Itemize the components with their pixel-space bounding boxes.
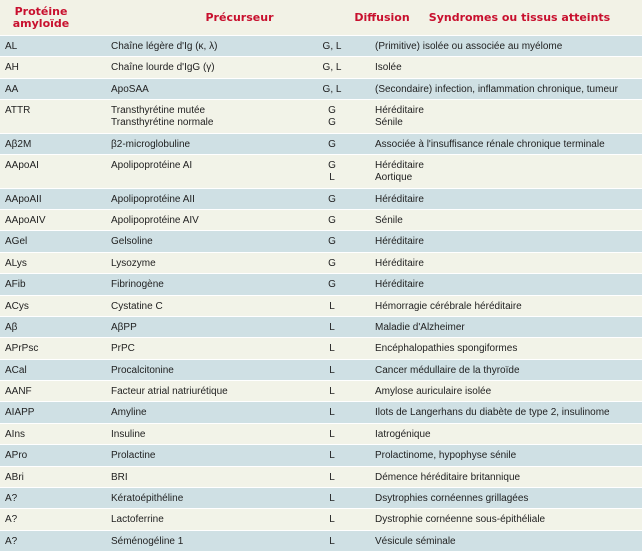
table-row [0,380,642,401]
cell-syndromes [367,322,642,334]
cell-precursor-line: AβPP [111,321,137,333]
cell-precursor-line: Gelsoline [111,236,153,248]
cell-protein: AFib [5,279,26,291]
cell-diffusion-line: G [328,160,336,172]
cell-syndromes [367,236,642,248]
cell-precursor [82,301,297,313]
cell-syndromes [367,84,642,96]
cell-diffusion-line: G, L [322,41,342,52]
cell-protein: ATTR [5,105,31,117]
cell-syndromes [367,279,642,291]
cell-syndromes-line: Associée à l'insuffisance rénale chronique terminale [375,138,605,150]
cell-syndromes [367,536,642,548]
cell-syndromes-line: Héréditaire [375,193,424,205]
cell-precursor [82,514,297,526]
cell-diffusion-line: L [329,450,335,462]
cell-protein: ALys [5,257,27,269]
cell-syndromes-line: Maladie d'Alzheimer [375,321,465,333]
cell-protein: Aβ2M [5,138,32,150]
cell-precursor [82,472,297,484]
cell-syndromes-line: Héréditaire [375,236,424,248]
header-protein [0,6,82,30]
cell-precursor [82,279,297,291]
cell-protein: AA [5,83,19,95]
cell-diffusion [297,472,367,484]
cell-diffusion [297,322,367,334]
cell-precursor [82,343,297,355]
table-row [0,133,642,154]
table-row [0,359,642,380]
cell-diffusion-line: G [328,105,336,117]
cell-protein: A? [5,535,18,547]
table-row [0,508,642,529]
cell-syndromes-line: Encéphalopathies spongiformes [375,343,518,355]
cell-protein: AApoAI [5,160,39,172]
cell-syndromes-line: Héréditaire [375,105,424,117]
cell-diffusion-line: G [328,193,336,205]
cell-precursor [82,194,297,206]
cell-syndromes [367,493,642,505]
cell-diffusion [297,215,367,227]
cell-precursor [82,407,297,419]
cell-diffusion-line: L [329,407,335,419]
cell-protein: AApoAII [5,193,42,205]
cell-precursor-line: Séménogéline 1 [111,535,184,547]
cell-precursor [82,450,297,462]
cell-precursor-line: Cystatine C [111,300,163,312]
cell-precursor [82,105,297,129]
cell-syndromes-line: (Primitive) isolée ou associée au myélome [375,41,563,52]
cell-syndromes-line: Amylose auriculaire isolée [375,386,492,398]
cell-precursor-line: Insuline [111,428,146,440]
cell-syndromes-line: Vésicule séminale [375,535,456,547]
cell-diffusion-line: G [328,117,336,129]
cell-syndromes-line: Cancer médullaire de la thyroïde [375,364,520,376]
header-protein-line2: amyloïde [12,16,70,30]
cell-diffusion [297,386,367,398]
cell-diffusion-line: L [329,493,335,505]
cell-diffusion-line: L [329,386,335,398]
cell-precursor-line: Chaîne lourde d'IgG (γ) [111,62,215,74]
cell-syndromes [367,194,642,206]
cell-precursor-line: Fibrinogène [111,279,164,291]
cell-syndromes [367,215,642,227]
cell-syndromes-line: (Secondaire) infection, inflammation chronique, tumeur [375,83,618,95]
cell-precursor-line: Apolipoprotéine AII [111,193,195,205]
cell-diffusion [297,236,367,248]
cell-syndromes-line: Dystrophie cornéenne sous-épithéliale [375,514,546,526]
cell-protein: ACys [5,300,29,312]
cell-syndromes-line: Hémorragie cérébrale héréditaire [375,300,522,312]
cell-protein: APrPsc [5,343,39,355]
cell-syndromes [367,450,642,462]
cell-diffusion-line: G [328,214,336,226]
cell-diffusion-line: L [329,172,335,184]
cell-protein: AANF [5,386,32,398]
cell-syndromes [367,343,642,355]
cell-diffusion-line: L [329,471,335,483]
table-row [0,401,642,422]
cell-diffusion [297,41,367,53]
cell-protein: APro [5,450,28,462]
cell-syndromes-line: Héréditaire [375,160,424,172]
cell-protein: AGel [5,236,28,248]
table-row [0,295,642,316]
cell-protein: AApoAIV [5,214,46,226]
cell-protein: AIAPP [5,407,35,419]
cell-precursor [82,62,297,74]
cell-diffusion-line: L [329,321,335,333]
cell-precursor [82,160,297,172]
cell-syndromes-line: Aortique [375,172,413,184]
cell-syndromes [367,365,642,377]
table-row [0,444,642,465]
cell-precursor [82,365,297,377]
table-row [0,209,642,230]
table-row [0,466,642,487]
cell-precursor [82,536,297,548]
cell-diffusion-line: G [328,279,336,291]
cell-precursor [82,258,297,270]
cell-syndromes [367,301,642,313]
cell-protein: A? [5,493,18,505]
cell-precursor-line: Transthyrétine normale [111,117,214,129]
table-row [0,337,642,358]
cell-syndromes [367,258,642,270]
cell-diffusion [297,62,367,74]
cell-diffusion [297,536,367,548]
cell-diffusion-line: G, L [322,83,342,95]
cell-diffusion [297,139,367,151]
cell-precursor [82,139,297,151]
cell-syndromes-line: Dsytrophies cornéennes grillagées [375,493,529,505]
cell-precursor-line: Transthyrétine mutée [111,105,206,117]
cell-precursor-line: Procalcitonine [111,364,174,376]
cell-syndromes-line: Héréditaire [375,279,424,291]
cell-precursor [82,386,297,398]
table-row [0,316,642,337]
table-row [0,35,642,56]
cell-diffusion [297,450,367,462]
cell-precursor [82,41,297,53]
cell-diffusion-line: L [329,535,335,547]
cell-diffusion-line: L [329,514,335,526]
cell-protein: ACal [5,364,27,376]
cell-syndromes-line: Isolée [375,62,402,74]
cell-precursor [82,322,297,334]
cell-syndromes-line: Héréditaire [375,257,424,269]
cell-diffusion [297,407,367,419]
cell-precursor-line: β2-microglobuline [111,138,191,150]
cell-diffusion-line: L [329,300,335,312]
table-row [0,423,642,444]
header-protein-line1: Protéine [14,4,68,18]
cell-diffusion [297,493,367,505]
table-body [0,35,642,551]
cell-diffusion-line: G [328,138,336,150]
cell-protein: Aβ [5,321,18,333]
cell-syndromes [367,41,642,53]
cell-precursor-line: Apolipoprotéine AI [111,160,193,172]
cell-diffusion [297,194,367,206]
cell-syndromes [367,62,642,74]
cell-precursor-line: Chaîne légère d'Ig (κ, λ) [111,41,218,52]
table-header [0,0,642,35]
header-syndromes: Syndromes ou tissus atteints [428,10,611,24]
cell-protein: A? [5,514,18,526]
cell-diffusion [297,279,367,291]
cell-diffusion [297,258,367,270]
cell-syndromes [367,472,642,484]
header-precursor: Précurseur [205,10,274,24]
cell-diffusion-line: G [328,257,336,269]
cell-precursor-line: BRI [111,471,128,483]
table-row [0,78,642,99]
cell-precursor-line: Lactoferrine [111,514,164,526]
cell-protein: AH [5,62,19,74]
cell-syndromes-line: Prolactinome, hypophyse sénile [375,450,517,462]
cell-syndromes [367,139,642,151]
cell-diffusion [297,84,367,96]
table-row [0,99,642,133]
header-diffusion: Diffusion [354,10,410,24]
table-row [0,273,642,294]
cell-protein: AL [5,41,18,52]
cell-precursor-line: PrPC [111,343,135,355]
table-row [0,188,642,209]
cell-syndromes [367,105,642,129]
cell-diffusion-line: G, L [322,62,342,74]
cell-syndromes [367,160,642,184]
cell-precursor [82,429,297,441]
cell-diffusion-line: L [329,364,335,376]
cell-precursor-line: Lysozyme [111,257,156,269]
table-row [0,252,642,273]
cell-diffusion [297,105,367,129]
cell-precursor [82,493,297,505]
cell-precursor-line: ApoSAA [111,83,149,95]
cell-diffusion [297,343,367,355]
cell-diffusion [297,514,367,526]
cell-syndromes [367,429,642,441]
cell-syndromes-line: Ilots de Langerhans du diabète de type 2, insulinome [375,407,610,419]
cell-syndromes-line: Sénile [375,117,403,129]
table-row [0,487,642,508]
cell-diffusion-line: L [329,343,335,355]
cell-diffusion [297,365,367,377]
cell-diffusion [297,429,367,441]
table-row [0,56,642,77]
cell-syndromes-line: Iatrogénique [375,428,431,440]
cell-syndromes-line: Démence héréditaire britannique [375,471,521,483]
table-row [0,230,642,251]
cell-precursor-line: Kératoépithéline [111,493,184,505]
cell-precursor-line: Amyline [111,407,147,419]
cell-syndromes [367,514,642,526]
cell-precursor [82,215,297,227]
cell-precursor [82,84,297,96]
cell-precursor-line: Apolipoprotéine AIV [111,214,199,226]
table-row [0,154,642,188]
cell-protein: ABri [5,471,24,483]
cell-diffusion [297,160,367,184]
cell-diffusion [297,301,367,313]
cell-diffusion-line: G [328,236,336,248]
cell-precursor-line: Facteur atrial natriurétique [111,386,228,398]
cell-precursor [82,236,297,248]
cell-syndromes [367,407,642,419]
cell-precursor-line: Prolactine [111,450,156,462]
cell-syndromes-line: Sénile [375,214,403,226]
table-row [0,530,642,551]
cell-syndromes [367,386,642,398]
cell-diffusion-line: L [329,428,335,440]
cell-protein: AIns [5,428,26,440]
